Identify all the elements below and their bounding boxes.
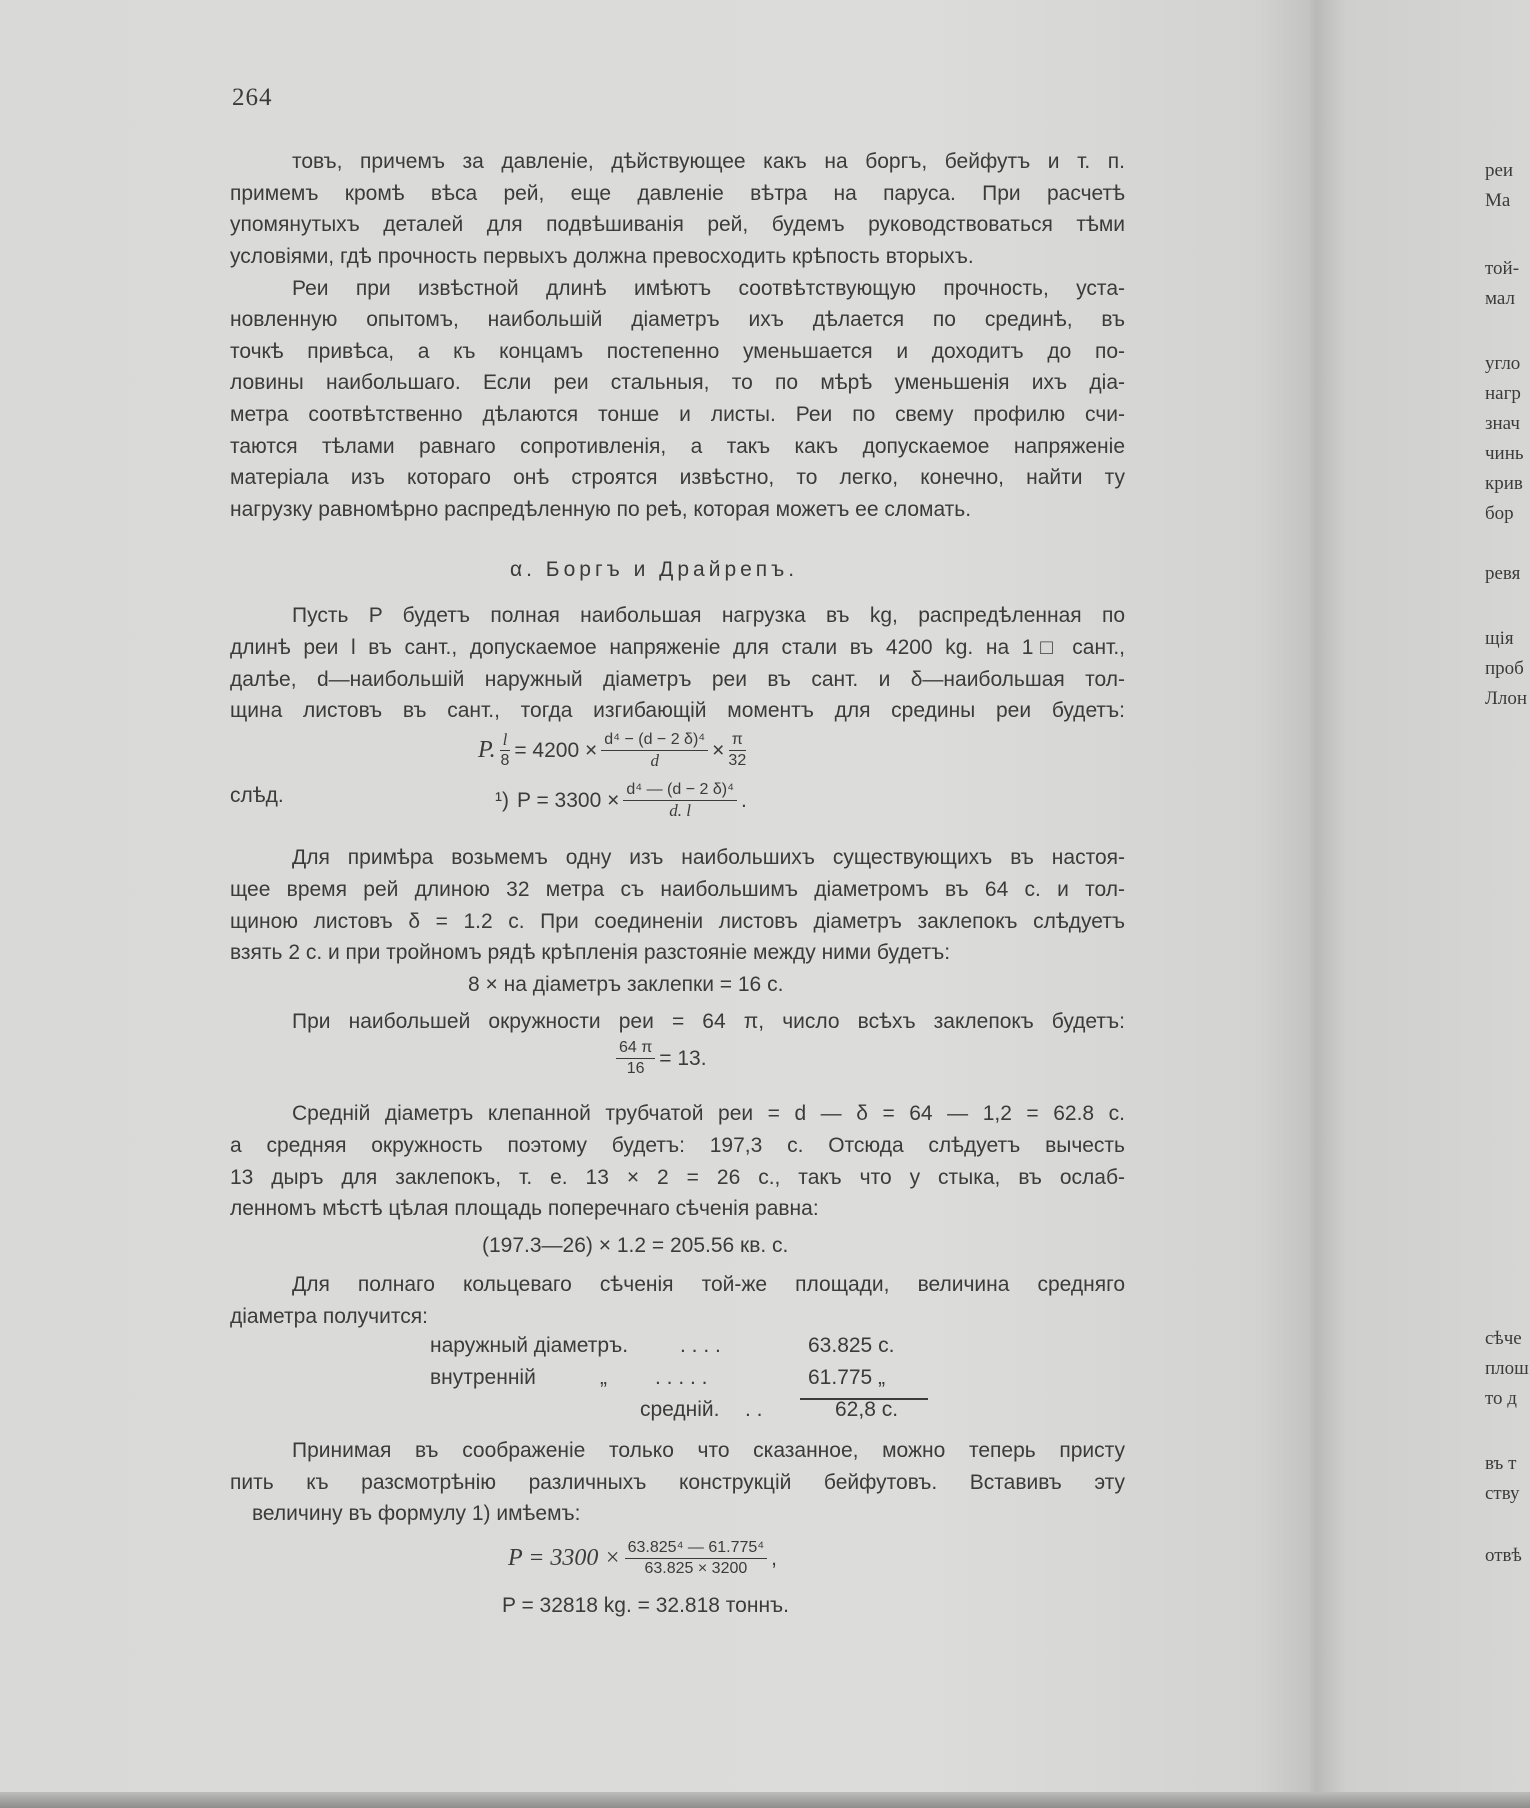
text-line: Средній діаметръ клепанной трубчатой реи = d — δ = 64 — 1,2 = 62.8 с.: [292, 1102, 1125, 1125]
text-line: величину въ формулу 1) имѣемъ:: [252, 1502, 581, 1525]
formula-term: = 13.: [659, 1046, 707, 1070]
facing-page-fragment: ревя: [1485, 563, 1521, 584]
text-line: матеріала изъ котораго онѣ строятся извѣстно, то легко, конечно, найти ту: [230, 466, 1125, 489]
formula-term: = 4200 ×: [514, 738, 598, 762]
text-line: далѣе, d—наибольшій наружный діаметръ реи въ сант. и δ—наибольшая тол-: [230, 668, 1125, 691]
facing-page-fragment: ству: [1485, 1483, 1520, 1504]
table-row: внутренній: [430, 1366, 536, 1389]
facing-page-fragment: реи: [1485, 160, 1514, 181]
fraction-denominator: d: [650, 751, 659, 770]
fraction-denominator: 16: [626, 1060, 645, 1077]
text-line: новленную опытомъ, наибольшій діаметръ ихъ дѣлается по срединѣ, въ: [230, 308, 1125, 331]
formula-p-result: P = 32818 kg. = 32.818 тоннъ.: [502, 1594, 790, 1617]
formula-p-substituted: [508, 1538, 777, 1579]
fraction-numerator: d⁴ − (d − 2 δ)⁴: [601, 730, 708, 751]
formula-bending-moment: [478, 730, 750, 771]
text-line: 13 дыръ для заклепокъ, т. е. 13 × 2 = 26 с., такъ что у стыка, въ ослаб-: [230, 1166, 1125, 1189]
formula-section-area: (197.3—26) × 1.2 = 205.56 кв. с.: [482, 1234, 789, 1257]
text-line: Принимая въ соображеніе только что сказанное, можно теперь присту: [292, 1439, 1125, 1462]
text-line: Пусть P будетъ полная наибольшая нагрузка въ kg, распредѣленная по: [292, 604, 1125, 627]
text-line: щее время рей длиною 32 метра съ наибольшимъ діаметромъ въ 64 с. и тол-: [230, 878, 1125, 901]
fraction-denominator: 63.825 × 3200: [644, 1560, 748, 1577]
fraction-denominator: d. l: [669, 801, 692, 820]
table-value: 61.775 „: [808, 1366, 886, 1389]
text-line: пить къ разсмотрѣнію различныхъ конструкцій бейфутовъ. Вставивъ эту: [230, 1471, 1125, 1494]
table-row: [430, 1334, 628, 1358]
section-heading: α. Боргъ и Драйрепъ.: [510, 558, 799, 581]
text-line: условіями, гдѣ прочность первыхъ должна превосходить крѣпость вторыхъ.: [230, 245, 974, 268]
formula-term: P = 3300 ×: [508, 1545, 621, 1571]
formula-term: ,: [771, 1546, 777, 1570]
text-line: таются тѣлами равнаго сопротивленія, а такъ какъ допускаемое напряженіе: [230, 435, 1125, 458]
text-line: метра соотвѣтственно дѣлаются тонше и листы. Реи по свему профилю счи-: [230, 403, 1125, 426]
facing-page-fragment: плош: [1485, 1358, 1529, 1379]
text-line: точкѣ привѣса, а къ концамъ постепенно уменьшается и доходитъ до по-: [230, 340, 1125, 363]
text-line: щина листовъ въ сант., тогда изгибающій моментъ для средины реи будетъ:: [230, 699, 1125, 722]
text-line: При наибольшей окружности реи = 64 π, число всѣхъ заклепокъ будетъ:: [292, 1010, 1125, 1033]
text-line: нагрузку равномѣрно распредѣленную по реѣ, которая можетъ ее сломать.: [230, 498, 972, 521]
fraction-numerator: 63.825⁴ — 61.775⁴: [625, 1538, 768, 1559]
facing-page-fragment: знач: [1485, 413, 1520, 434]
page-bottom-edge: [0, 1792, 1530, 1808]
formula-term: P.: [478, 737, 496, 763]
table-dots: . . . . .: [655, 1366, 708, 1389]
facing-page-fragment: угло: [1485, 353, 1521, 374]
facing-page-fragment: нагр: [1485, 383, 1521, 404]
facing-page-fragment: крив: [1485, 473, 1523, 494]
text-line: щиною листовъ δ = 1.2 с. При соединеніи листовъ діаметръ заклепокъ слѣдуетъ: [230, 910, 1125, 933]
fraction-numerator: π: [729, 730, 746, 751]
formula-rivet-spacing: 8 × на діаметръ заклепки = 16 с.: [468, 973, 784, 996]
text-line: примемъ кромѣ вѣса рей, еще давленіе вѣтра на паруса. При расчетѣ: [230, 182, 1125, 205]
table-dots: . . . .: [680, 1334, 721, 1357]
table-row: средній.: [640, 1398, 720, 1421]
page-number: 264: [232, 84, 273, 111]
facing-page-fragment: мал: [1485, 288, 1515, 309]
fraction-denominator: 32: [728, 752, 747, 769]
facing-page-fragment: бор: [1485, 503, 1514, 524]
table-dots: . .: [745, 1398, 763, 1421]
formula-term: P = 3300 ×: [517, 788, 620, 812]
ditto-mark: „: [600, 1366, 607, 1389]
facing-page-fragment: сѣче: [1485, 1328, 1522, 1349]
facing-page-fragment: той-: [1485, 258, 1520, 279]
fraction-numerator: 64 π: [616, 1038, 655, 1059]
text-line: ловины наибольшаго. Если реи стальныя, то по мѣрѣ уменьшенія ихъ діа-: [230, 371, 1125, 394]
facing-page-fragment: чинь: [1485, 443, 1524, 464]
text-line: діаметра получится:: [230, 1305, 428, 1328]
text-line: упомянутыхъ деталей для подвѣшиванія рей, будемъ руководствоваться тѣми: [230, 213, 1125, 236]
table-value: 63.825 с.: [808, 1334, 895, 1357]
fraction-numerator: d⁴ — (d − 2 δ)⁴: [623, 780, 737, 801]
text-line: длинѣ реи l въ сант., допускаемое напряженіе для стали въ 4200 kg. на 1□ сант.,: [230, 636, 1125, 659]
formula-term: .: [740, 788, 747, 812]
facing-page-fragment: проб: [1485, 658, 1524, 679]
facing-page-fragment: Ллон: [1485, 688, 1528, 709]
facing-page-fragment: щія: [1485, 628, 1514, 649]
fraction-numerator: l: [500, 730, 511, 751]
formula-number: ¹): [495, 788, 509, 812]
text-line: товъ, причемъ за давленіе, дѣйствующее какъ на боргъ, бейфутъ и т. п.: [292, 150, 1125, 173]
fraction-denominator: 8: [500, 752, 510, 769]
sled-label: слѣд.: [230, 784, 284, 807]
text-line: Для примѣра возьмемъ одну изъ наибольшихъ существующихъ въ настоя-: [292, 846, 1125, 869]
facing-page-fragment: то д: [1485, 1388, 1517, 1409]
text-line: Для полнаго кольцеваго сѣченія той-же площади, величина средняго: [292, 1273, 1125, 1296]
text-line: взять 2 с. и при тройномъ рядѣ крѣпленія разстояніе между ними будетъ:: [230, 941, 951, 964]
text-line: а средняя окружность поэтому будетъ: 197,3 с. Отсюда слѣдуетъ вычесть: [230, 1134, 1125, 1157]
table-value: 62,8 с.: [835, 1398, 899, 1421]
facing-page-fragment: отвѣ: [1485, 1545, 1522, 1566]
formula-1-load: [495, 780, 747, 821]
text-line: Реи при извѣстной длинѣ имѣютъ соотвѣтствующую прочность, уста-: [292, 277, 1125, 300]
formula-rivet-count: [612, 1038, 707, 1079]
facing-page-fragment: Ма: [1485, 190, 1511, 211]
row-label: наружный діаметръ.: [430, 1334, 629, 1357]
formula-term: ×: [712, 738, 725, 762]
text-line: ленномъ мѣстѣ цѣлая площадь поперечнаго сѣченія равна:: [230, 1197, 819, 1220]
facing-page-fragment: въ т: [1485, 1453, 1517, 1474]
